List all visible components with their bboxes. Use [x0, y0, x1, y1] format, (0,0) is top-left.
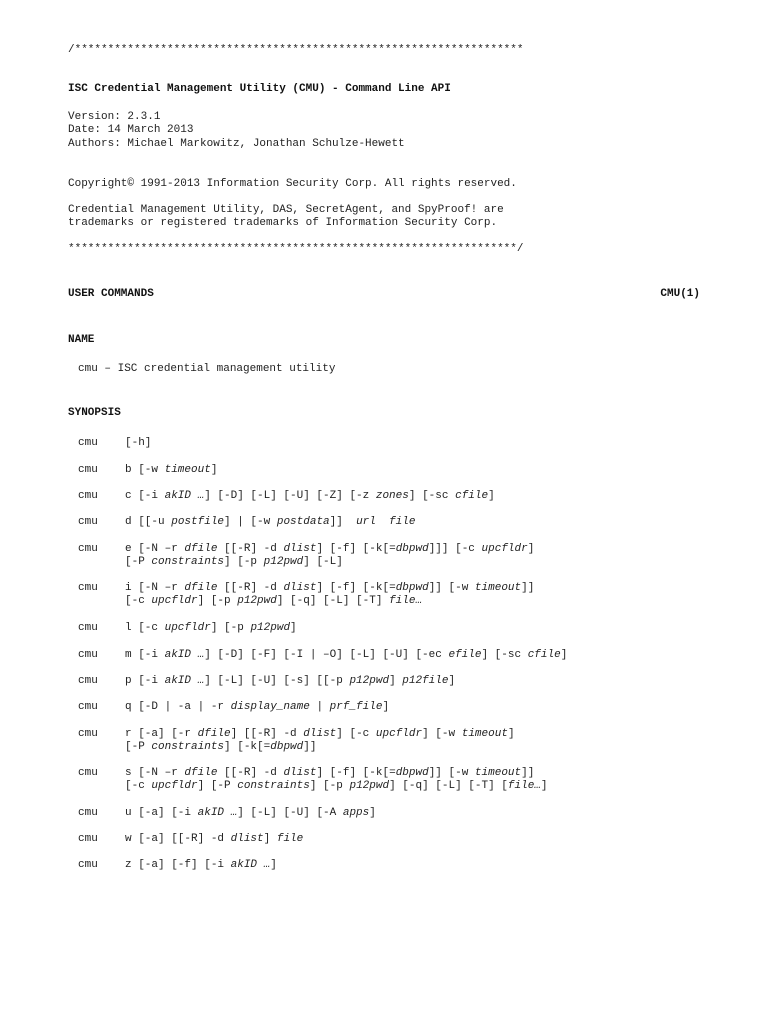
- synopsis-command: [78, 622, 297, 635]
- synopsis-command: [78, 833, 304, 846]
- synopsis-command: [78, 649, 568, 662]
- command-name: cmu: [78, 490, 98, 502]
- trademark-line-1: Credential Management Utility, DAS, SecretAgent, and SpyProof! are: [68, 204, 504, 216]
- section-title-user-commands: USER COMMANDS: [68, 288, 154, 300]
- command-name: cmu: [78, 728, 98, 740]
- command-name: cmu: [78, 622, 98, 634]
- name-description: cmu – ISC credential management utility: [78, 363, 336, 375]
- command-name: cmu: [78, 833, 98, 845]
- synopsis-command: [78, 807, 376, 820]
- command-arguments-continued: [-c upcfldr] [-P constraints] [-p p12pwd] [-q] [-L] [-T] [file…]: [125, 780, 548, 792]
- command-arguments: c [-i akID …] [-D] [-L] [-U] [-Z] [-z zones] [-sc cfile]: [125, 490, 495, 502]
- synopsis-command: [78, 582, 535, 607]
- command-arguments: w [-a] [[-R] -d dlist] file: [125, 833, 304, 845]
- command-name: cmu: [78, 437, 98, 449]
- synopsis-command: [78, 767, 548, 792]
- synopsis-command: [78, 543, 535, 568]
- command-arguments-continued: [-P constraints] [-p p12pwd] [-L]: [125, 556, 343, 568]
- synopsis-command: [78, 701, 390, 714]
- command-name: cmu: [78, 582, 98, 594]
- command-arguments: u [-a] [-i akID …] [-L] [-U] [-A apps]: [125, 807, 376, 819]
- command-arguments: [-h]: [125, 437, 152, 449]
- authors-line: Authors: Michael Markowitz, Jonathan Schulze-Hewett: [68, 138, 405, 150]
- command-name: cmu: [78, 675, 98, 687]
- comment-close-line: ********************************************************************/: [68, 243, 524, 255]
- command-name: cmu: [78, 767, 98, 779]
- command-arguments-continued: [-P constraints] [-k[=dbpwd]]: [125, 741, 317, 753]
- command-name: cmu: [78, 543, 98, 555]
- command-arguments: e [-N –r dfile [[-R] -d dlist] [-f] [-k[=dbpwd]]] [-c upcfldr]: [125, 543, 535, 555]
- command-name: cmu: [78, 859, 98, 871]
- synopsis-command: [78, 859, 277, 872]
- synopsis-command: [78, 675, 456, 688]
- version-line: Version: 2.3.1: [68, 111, 161, 123]
- trademark-line-2: trademarks or registered trademarks of Information Security Corp.: [68, 217, 498, 229]
- manpage-section-label: CMU(1): [660, 288, 700, 300]
- synopsis-command: [78, 437, 152, 450]
- command-name: cmu: [78, 701, 98, 713]
- command-arguments: i [-N –r dfile [[-R] -d dlist] [-f] [-k[=dbpwd]] [-w timeout]]: [125, 582, 535, 594]
- command-arguments: p [-i akID …] [-L] [-U] [-s] [[-p p12pwd] p12file]: [125, 675, 456, 687]
- command-name: cmu: [78, 516, 98, 528]
- synopsis-command: [78, 490, 495, 503]
- name-heading: NAME: [68, 334, 95, 346]
- command-arguments: b [-w timeout]: [125, 464, 218, 476]
- copyright-line: Copyright© 1991-2013 Information Security Corp. All rights reserved.: [68, 178, 517, 190]
- command-name: cmu: [78, 807, 98, 819]
- command-arguments: r [-a] [-r dfile] [[-R] -d dlist] [-c upcfldr] [-w timeout]: [125, 728, 515, 740]
- command-arguments: l [-c upcfldr] [-p p12pwd]: [125, 622, 297, 634]
- synopsis-command: [78, 728, 515, 753]
- command-name: cmu: [78, 649, 98, 661]
- document-title: ISC Credential Management Utility (CMU) - Command Line API: [68, 83, 451, 95]
- command-arguments: d [[-u postfile] | [-w postdata]] url file: [125, 516, 416, 528]
- synopsis-command: [78, 464, 218, 477]
- command-arguments: m [-i akID …] [-D] [-F] [-I | –O] [-L] [-U] [-ec efile] [-sc cfile]: [125, 649, 568, 661]
- synopsis-heading: SYNOPSIS: [68, 407, 121, 419]
- synopsis-command: [78, 516, 416, 529]
- command-arguments: s [-N –r dfile [[-R] -d dlist] [-f] [-k[=dbpwd]] [-w timeout]]: [125, 767, 535, 779]
- command-arguments-continued: [-c upcfldr] [-p p12pwd] [-q] [-L] [-T] file…: [125, 595, 423, 607]
- command-name: cmu: [78, 464, 98, 476]
- command-arguments: z [-a] [-f] [-i akID …]: [125, 859, 277, 871]
- comment-open-line: /********************************************************************: [68, 44, 524, 56]
- command-arguments: q [-D | -a | -r display_name | prf_file]: [125, 701, 390, 713]
- date-line: Date: 14 March 2013: [68, 124, 194, 136]
